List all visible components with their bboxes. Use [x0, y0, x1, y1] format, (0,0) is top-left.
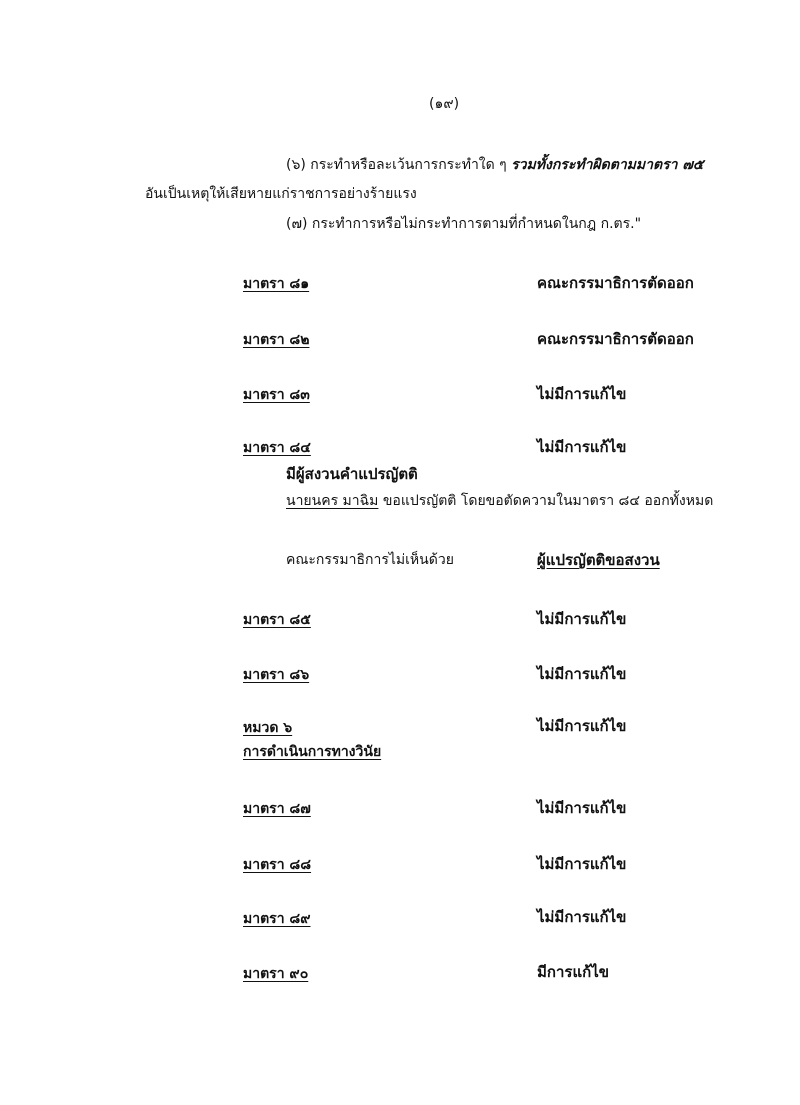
- section-status-82: คณะกรรมาธิการตัดออก: [537, 330, 694, 348]
- chapter-status: ไม่มีการแก้ไข: [537, 717, 627, 735]
- section-label-88: มาตรา ๘๘: [243, 857, 312, 873]
- chapter-title: การดำเนินการทางวินัย: [243, 744, 382, 760]
- reserver-label: ผู้แปรญัตติขอสงวน: [537, 551, 660, 569]
- member-amendment-text: ขอแปรญัตติ โดยขอตัดความในมาตรา ๘๔ ออกทั้งหมด: [378, 493, 714, 509]
- reservation-member-line: [286, 490, 713, 512]
- clause-6: [286, 154, 703, 176]
- section-status-90: มีการแก้ไข: [537, 963, 609, 981]
- section-status-88: ไม่มีการแก้ไข: [537, 855, 627, 873]
- page-number: (๑๙): [429, 96, 460, 112]
- section-label-84: มาตรา ๘๔: [243, 440, 311, 456]
- committee-view: คณะกรรมาธิการไม่เห็นด้วย: [286, 552, 454, 568]
- clause-6-emphasis: รวมทั้งกระทำผิดตามมาตรา ๗๕: [511, 157, 704, 173]
- section-label-85: มาตรา ๘๕: [243, 612, 311, 628]
- section-status-86: ไม่มีการแก้ไข: [537, 665, 627, 683]
- section-status-87: ไม่มีการแก้ไข: [537, 799, 627, 817]
- clause-7: (๗) กระทำการหรือไม่กระทำการตามที่กำหนดในกฎ ก.ตร.": [286, 216, 642, 232]
- clause-6-text: (๖) กระทำหรือละเว้นการกระทำใด ๆ: [286, 157, 512, 173]
- chapter-label: หมวด ๖: [243, 720, 293, 736]
- section-status-83: ไม่มีการแก้ไข: [537, 385, 627, 403]
- member-name: นายนคร มาฉิม: [286, 493, 379, 509]
- section-label-82: มาตรา ๘๒: [243, 332, 310, 348]
- section-label-90: มาตรา ๙๐: [243, 966, 309, 982]
- section-label-87: มาตรา ๘๗: [243, 801, 311, 817]
- section-status-85: ไม่มีการแก้ไข: [537, 610, 627, 628]
- section-status-84: ไม่มีการแก้ไข: [537, 438, 627, 456]
- section-status-89: ไม่มีการแก้ไข: [537, 908, 627, 926]
- section-label-81: มาตรา ๘๑: [243, 276, 310, 292]
- reservation-heading: มีผู้สงวนคำแปรญัตติ: [286, 465, 418, 483]
- section-label-86: มาตรา ๘๖: [243, 667, 310, 683]
- section-status-81: คณะกรรมาธิการตัดออก: [537, 274, 694, 292]
- section-label-89: มาตรา ๘๙: [243, 911, 311, 927]
- section-label-83: มาตรา ๘๓: [243, 387, 310, 403]
- clause-6-continuation: อันเป็นเหตุให้เสียหายแก่ราชการอย่างร้ายแรง: [145, 186, 417, 202]
